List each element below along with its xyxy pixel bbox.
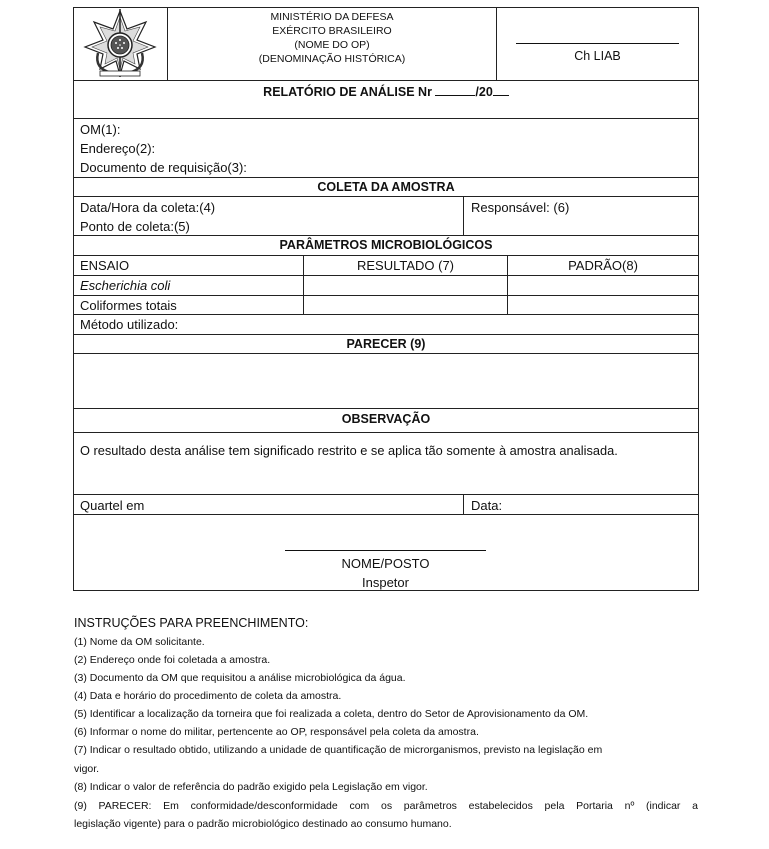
divider — [73, 177, 699, 178]
signature-label: Ch LIAB — [574, 49, 621, 63]
instruction-item: (7) Indicar o resultado obtido, utilizando a unidade de quantificação de microrganismos, previsto na legislação em — [74, 744, 603, 756]
table-row-total-coliforms: Coliformes totais — [80, 298, 177, 313]
divider — [73, 255, 699, 256]
divider — [73, 353, 699, 354]
collection-datetime-label: Data/Hora da coleta:(4) — [80, 200, 216, 215]
divider — [73, 235, 699, 236]
micro-parameters-heading: PARÂMETROS MICROBIOLÓGICOS — [279, 238, 493, 252]
column-header-result: RESULTADO (7) — [356, 258, 455, 273]
responsible-label: Responsável: (6) — [471, 200, 570, 215]
divider — [73, 408, 699, 409]
collection-point-label: Ponto de coleta:(5) — [80, 219, 190, 234]
method-used-label: Método utilizado: — [80, 317, 179, 332]
report-title-prefix: RELATÓRIO DE ANÁLISE Nr — [263, 85, 432, 99]
op-name-placeholder: (NOME DO OP) — [294, 39, 370, 51]
divider — [73, 196, 699, 197]
date-label: Data: — [471, 498, 503, 513]
form-right-border — [698, 7, 699, 591]
requisition-doc-label: Documento de requisição(3): — [80, 160, 247, 175]
address-field-label: Endereço(2): — [80, 141, 156, 156]
divider — [73, 314, 699, 315]
divider — [73, 275, 699, 276]
instruction-item: (5) Identificar a localização da torneira que foi realizada a coleta, dentro do Setor de Aprovisionamento da OM. — [74, 708, 589, 720]
instruction-item: (9) PARECER: Em conformidade/desconformidade com os parâmetros estabelecidos pela Portaria nº (indicar a — [74, 800, 698, 812]
table-row-escherichia-coli: Escherichia coli — [80, 278, 171, 293]
date-divider — [463, 494, 464, 515]
divider — [73, 334, 699, 335]
divider — [73, 514, 699, 515]
observation-text: O resultado desta análise tem significado restrito e se aplica tão somente à amostra analisada. — [80, 443, 618, 458]
inspector-role: Inspetor — [362, 575, 409, 590]
instruction-item: (4) Data e horário do procedimento de coleta da amostra. — [74, 690, 342, 702]
instruction-item: (1) Nome da OM solicitante. — [74, 636, 205, 648]
report-title-year-sep: /20 — [475, 85, 493, 99]
barracks-place-label: Quartel em — [80, 498, 145, 513]
instruction-item: (2) Endereço onde foi coletada a amostra. — [74, 654, 271, 666]
ministry-name: MINISTÉRIO DA DEFESA — [270, 11, 394, 23]
report-title — [74, 84, 698, 100]
instruction-item: vigor. — [74, 763, 100, 775]
column-header-test: ENSAIO — [80, 258, 130, 273]
om-field-label: OM(1): — [80, 122, 121, 137]
divider — [73, 494, 699, 495]
divider — [73, 432, 699, 433]
column-header-standard: PADRÃO(8) — [568, 258, 638, 273]
instruction-item: (3) Documento da OM que requisitou a análise microbiológica da água. — [74, 672, 406, 684]
instruction-item: (8) Indicar o valor de referência do padrão exigido pela Legislação em vigor. — [74, 781, 428, 793]
signature-line — [516, 43, 679, 44]
instruction-item: legislação vigente) para o padrão microbiológico destinado ao consumo humano. — [74, 818, 452, 830]
report-year-blank — [493, 84, 509, 96]
report-number-blank — [435, 84, 475, 96]
coat-of-arms-logo — [80, 9, 160, 79]
instruction-item: (6) Informar o nome do militar, pertencente ao OP, responsável pela coleta da amostra. — [74, 726, 479, 738]
divider — [73, 295, 699, 296]
responsible-divider — [463, 196, 464, 236]
observation-heading: OBSERVAÇÃO — [341, 412, 431, 426]
header-divider — [496, 7, 497, 81]
divider — [73, 118, 699, 119]
inspector-name-rank: NOME/POSTO — [341, 556, 430, 571]
opinion-heading: PARECER (9) — [346, 337, 426, 351]
army-name: EXÉRCITO BRASILEIRO — [272, 25, 392, 37]
inspector-signature-line — [285, 550, 486, 551]
sample-collection-heading: COLETA DA AMOSTRA — [317, 180, 455, 194]
historic-name-placeholder: (DENOMINAÇÃO HISTÓRICA) — [258, 53, 406, 65]
instructions-title: INSTRUÇÕES PARA PREENCHIMENTO: — [74, 616, 309, 630]
form-bottom-border — [73, 590, 699, 591]
